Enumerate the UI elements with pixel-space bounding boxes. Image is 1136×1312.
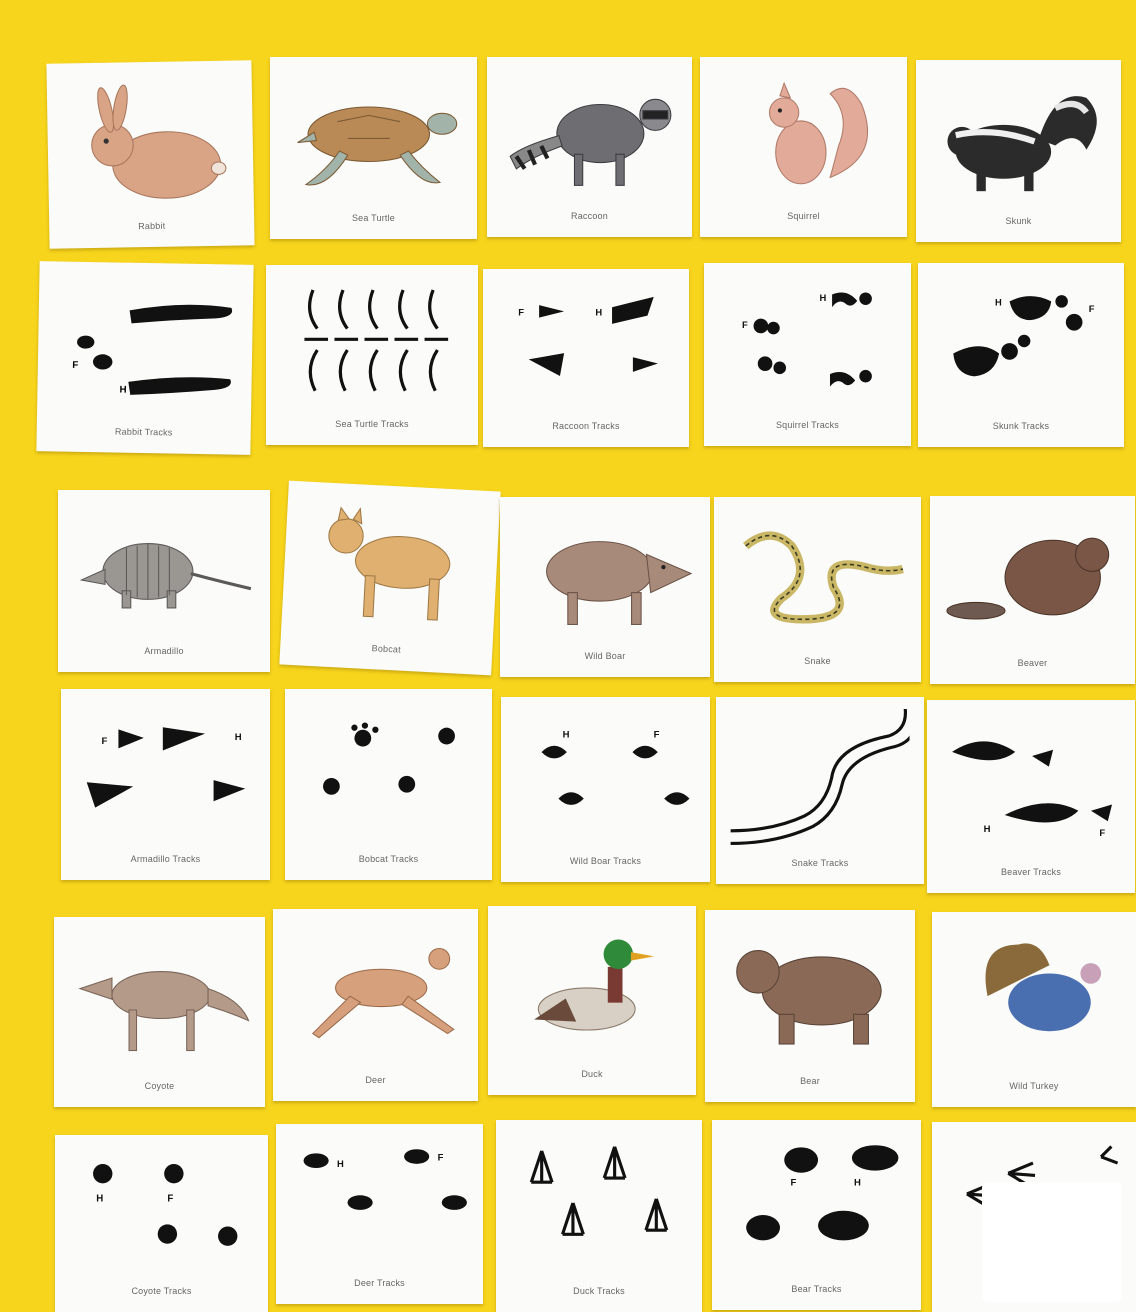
- svg-text:F: F: [1088, 303, 1095, 314]
- card-squirrel-tracks: [704, 263, 911, 446]
- squirrel-tracks-illustration: [718, 275, 896, 410]
- card-label: Armadillo: [144, 646, 184, 656]
- svg-text:H: H: [562, 729, 570, 741]
- svg-text:F: F: [741, 319, 748, 331]
- card-label: Snake: [804, 656, 831, 666]
- card-bobcat-tracks: [285, 689, 492, 880]
- card-turkey-tracks: [932, 1122, 1136, 1312]
- deer-tracks-illustration: [290, 1136, 468, 1269]
- svg-text:H: H: [994, 297, 1002, 308]
- svg-text:H: H: [336, 1157, 344, 1169]
- sea-turtle-illustration: [284, 69, 462, 204]
- card-skunk: [916, 60, 1121, 242]
- card-bear-tracks: [712, 1120, 921, 1310]
- card-coyote-tracks: [55, 1135, 268, 1312]
- card-label: Coyote: [144, 1081, 175, 1091]
- card-label: Beaver: [1017, 658, 1048, 668]
- card-label: Deer Tracks: [354, 1278, 405, 1288]
- svg-text:H: H: [234, 731, 242, 743]
- skunk-illustration: [930, 72, 1106, 207]
- card-rabbit-tracks: [36, 261, 253, 455]
- svg-text:H: H: [819, 291, 826, 303]
- snake-illustration: [728, 509, 906, 646]
- rabbit-illustration: [61, 72, 240, 212]
- card-armadillo: [58, 490, 270, 672]
- svg-text:F: F: [166, 1193, 173, 1205]
- svg-text:H: H: [983, 823, 991, 835]
- white-patch: [982, 1182, 1122, 1302]
- rabbit-tracks-illustration: [52, 273, 238, 417]
- card-label: Skunk: [1005, 216, 1032, 226]
- snake-tracks-illustration: [731, 709, 910, 847]
- card-deer: [273, 909, 478, 1101]
- wild-boar-tracks-illustration: [516, 709, 696, 846]
- card-wild-boar: [500, 497, 710, 677]
- sea-turtle-tracks-illustration: [281, 277, 463, 410]
- card-label: Bobcat: [371, 643, 402, 655]
- card-label: Rabbit: [138, 220, 166, 232]
- card-label: Bear Tracks: [791, 1284, 842, 1294]
- svg-text:H: H: [595, 307, 603, 318]
- card-label: Snake Tracks: [791, 858, 849, 868]
- card-label: Wild Boar Tracks: [569, 856, 642, 866]
- card-deer-tracks: [276, 1124, 483, 1304]
- bobcat-tracks-illustration: [299, 701, 477, 842]
- armadillo-tracks-illustration: [76, 701, 256, 842]
- card-label: Bobcat Tracks: [358, 854, 419, 864]
- card-raccoon: [487, 57, 692, 237]
- coyote-tracks-illustration: [70, 1147, 253, 1278]
- duck-illustration: [503, 918, 682, 1058]
- svg-text:H: H: [119, 384, 127, 396]
- card-duck-tracks: [496, 1120, 702, 1312]
- card-rabbit: [46, 60, 254, 249]
- armadillo-illustration: [73, 502, 255, 637]
- skunk-tracks-illustration: [932, 275, 1109, 411]
- svg-text:F: F: [101, 736, 107, 748]
- card-label: Duck: [581, 1069, 603, 1079]
- duck-tracks-illustration: [510, 1132, 687, 1274]
- card-label: Rabbit Tracks: [114, 426, 173, 438]
- card-bobcat: [279, 481, 500, 676]
- card-bear: [705, 910, 915, 1102]
- raccoon-tracks-illustration: [497, 281, 674, 413]
- svg-text:F: F: [437, 1151, 443, 1163]
- squirrel-illustration: [714, 69, 892, 202]
- card-label: Squirrel: [787, 211, 820, 221]
- card-label: Raccoon: [571, 211, 608, 221]
- coyote-illustration: [69, 929, 250, 1070]
- beaver-illustration: [944, 508, 1120, 647]
- card-label: Wild Boar: [584, 651, 626, 661]
- card-label: Armadillo Tracks: [130, 854, 201, 864]
- card-duck: [488, 906, 696, 1095]
- wild-turkey-illustration: [946, 924, 1121, 1068]
- card-sea-turtle-tracks: [266, 265, 478, 445]
- bobcat-illustration: [296, 493, 485, 639]
- card-label: Skunk Tracks: [992, 421, 1050, 431]
- card-label: Squirrel Tracks: [775, 420, 840, 430]
- card-beaver-tracks: [927, 700, 1135, 893]
- svg-text:F: F: [72, 359, 79, 371]
- bear-illustration: [720, 922, 901, 1064]
- svg-text:F: F: [790, 1177, 796, 1189]
- svg-text:F: F: [653, 729, 659, 741]
- card-skunk-tracks: [918, 263, 1124, 447]
- card-raccoon-tracks: [483, 269, 689, 447]
- card-label: Bear: [800, 1076, 820, 1086]
- svg-text:F: F: [1099, 828, 1106, 840]
- card-snake: [714, 497, 921, 682]
- beaver-tracks-illustration: [942, 712, 1121, 855]
- svg-text:H: H: [853, 1177, 861, 1189]
- card-beaver: [930, 496, 1135, 684]
- card-label: Coyote Tracks: [131, 1286, 192, 1296]
- card-snake-tracks: [716, 697, 924, 884]
- card-label: Sea Turtle Tracks: [335, 419, 409, 429]
- card-sea-turtle: [270, 57, 477, 239]
- card-squirrel: [700, 57, 907, 237]
- card-label: Deer: [365, 1075, 386, 1085]
- card-label: Beaver Tracks: [1000, 867, 1062, 877]
- card-wild-boar-tracks: [501, 697, 710, 882]
- card-label: Wild Turkey: [1009, 1081, 1059, 1091]
- deer-illustration: [287, 921, 463, 1063]
- card-label: Sea Turtle: [351, 213, 396, 223]
- wild-boar-illustration: [515, 509, 696, 642]
- card-coyote: [54, 917, 265, 1107]
- card-wild-turkey: [932, 912, 1136, 1107]
- raccoon-illustration: [501, 69, 677, 202]
- svg-text:H: H: [95, 1193, 103, 1205]
- svg-text:F: F: [518, 307, 524, 318]
- card-armadillo-tracks: [61, 689, 270, 880]
- card-label: Raccoon Tracks: [552, 421, 620, 431]
- bear-tracks-illustration: [727, 1132, 907, 1273]
- card-label: Duck Tracks: [573, 1286, 625, 1296]
